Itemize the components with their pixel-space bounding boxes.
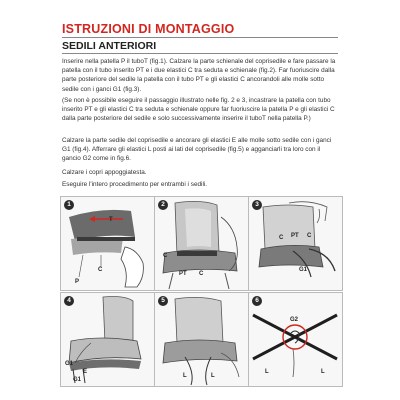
- instruction-paragraph-5: Eseguire l'intero procedimento per entrambi i sedili.: [62, 181, 208, 188]
- figure-4-label-g1-upper: G1: [65, 361, 74, 367]
- figure-1-label-t: T: [109, 217, 113, 223]
- figure-3-label-pt: PT: [291, 233, 299, 239]
- figure-5-number: 5: [158, 296, 168, 306]
- figure-2-number: 2: [158, 200, 168, 210]
- figure-3: [248, 196, 343, 291]
- page-title: ISTRUZIONI DI MONTAGGIO: [62, 22, 235, 36]
- title-divider: [62, 37, 338, 38]
- figure-4-number: 4: [64, 296, 74, 306]
- figure-5-label-l-right: L: [211, 373, 215, 379]
- figure-4-label-e: E: [83, 369, 88, 375]
- figure-3-label-g1: G1: [299, 267, 308, 273]
- figure-4-illustration: [61, 293, 154, 386]
- subtitle-divider: [62, 53, 338, 54]
- figure-5-illustration: [155, 293, 248, 386]
- section-subtitle: SEDILI ANTERIORI: [62, 40, 157, 52]
- figure-1-illustration: [61, 197, 154, 290]
- figure-5-label-l-left: L: [183, 373, 187, 379]
- figure-2-label-pt: PT: [179, 271, 187, 277]
- figure-3-number: 3: [252, 200, 262, 210]
- figure-6-illustration: [249, 293, 342, 386]
- figure-1-label-c: C: [98, 267, 103, 273]
- instruction-paragraph-2: (Se non è possibile eseguire il passaggio illustrato nelle fig. 2 e 3, incastrare la patella con tubo inserito PT e gli elastici C tra seduta e schienale oppure far fuoriuscire la patella P e gli elastici C dalla parte posteriore del sedile e solo successivamente inserire il tuboT nella patella P.): [62, 97, 335, 123]
- figure-6: [248, 292, 343, 387]
- figure-3-label-c-left: C: [279, 235, 284, 241]
- figure-3-illustration: [249, 197, 342, 290]
- figure-6-label-l-left: L: [265, 369, 269, 375]
- figure-6-number: 6: [252, 296, 262, 306]
- figure-1-label-p: P: [75, 279, 80, 285]
- figure-6-label-g2: G2: [290, 317, 299, 323]
- figure-2-label-c-right: C: [199, 271, 204, 277]
- figure-1: [60, 196, 155, 291]
- figure-2: [154, 196, 249, 291]
- figure-1-number: 1: [64, 200, 74, 210]
- figure-4: [60, 292, 155, 387]
- figure-4-label-g1-lower: G1: [73, 377, 82, 383]
- figure-3-label-c-right: C: [307, 233, 312, 239]
- figure-2-label-c-left: C: [163, 253, 168, 259]
- figure-5: [154, 292, 249, 387]
- instruction-paragraph-4: Calzare i copri appoggiatesta.: [62, 169, 147, 176]
- instruction-paragraph-3: Calzare la parte sedile del coprisedile e ancorare gli elastici E alle molle sotto sedile con i ganci G1 (fig.4). Afferrare gli elastici L posti ai lati del coprisedile (fig.5) e agganciarli tra loro con il gancio G2 come in fig.6.: [62, 137, 332, 163]
- figure-6-label-l-right: L: [321, 369, 325, 375]
- instruction-paragraph-1: Inserire nella patella P il tuboT (fig.1). Calzare la parte schienale del coprisedile e fare passare la patella con il tubo inserito PT e i due elastici C tra seduta e schienale (fig.2). Far fuoriuscire dalla parte posteriore del sedile la patella con il tubo PT e gli elastici C ancorandoli alle molle sotto sedile con i ganci G1 (fig.3).: [62, 58, 336, 93]
